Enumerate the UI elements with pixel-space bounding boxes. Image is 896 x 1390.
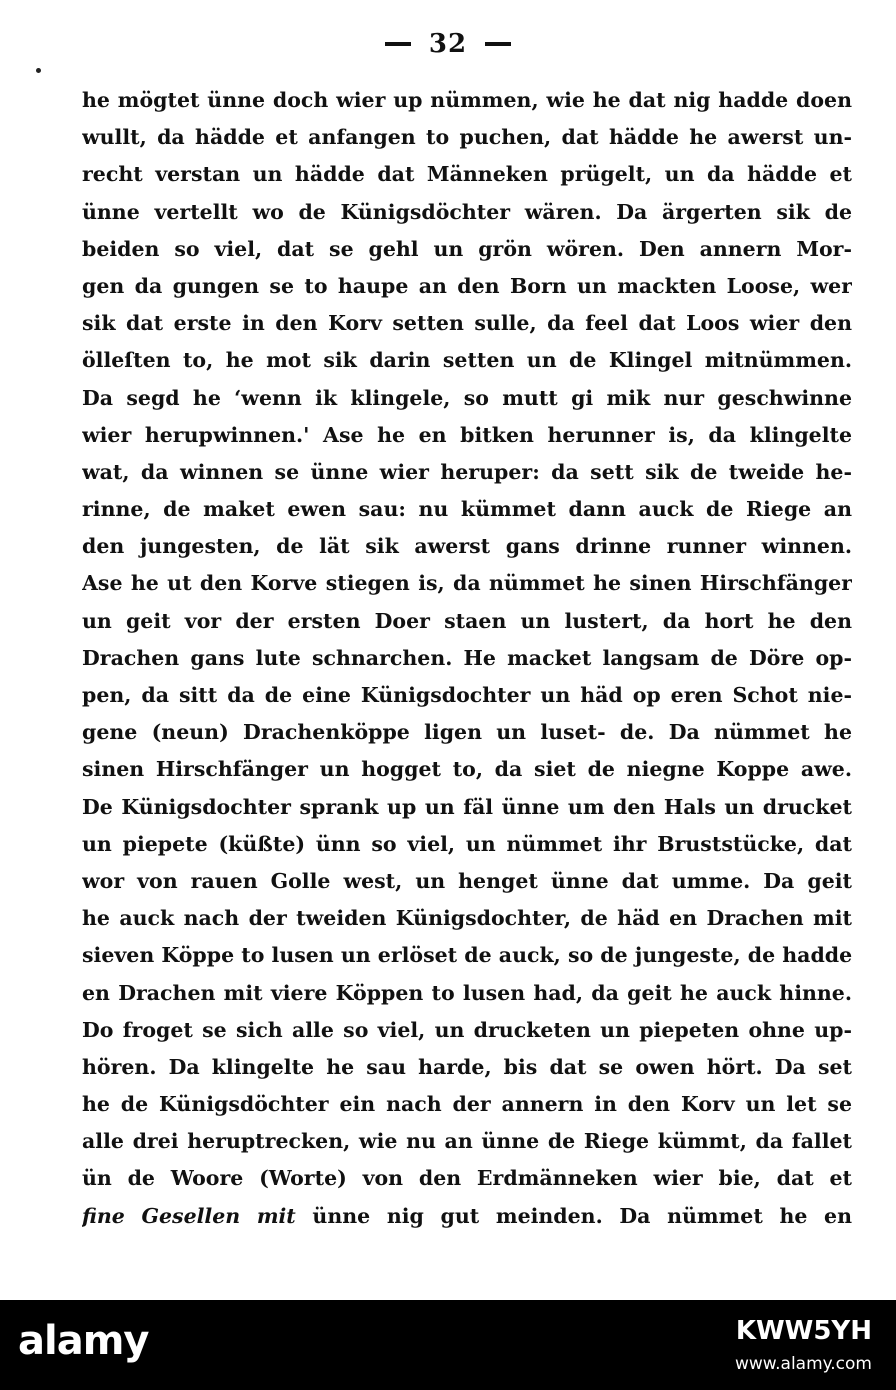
text-line: rinne, de maket ewen sau: nu kümmet dann auck de Riege an: [82, 497, 852, 522]
text-line: beiden so viel, dat se gehl un grön wören. Den annern Mor-: [82, 236, 852, 261]
text-line: ün de Woore (Worte) von den Erdmänneken wier bie, dat et: [82, 1166, 852, 1191]
text-line: De Künigsdochter sprank up un fäl ünne um den Hals un drucket: [82, 794, 852, 819]
printed-text: ünne nig gut meinden. Da nümmet he en: [312, 1203, 852, 1228]
text-line: ünne vertellt wo de Künigsdöchter wären. Da ärgerten sik de: [82, 199, 852, 224]
text-line: wat, da winnen se ünne wier heruper: da sett sik de tweide he-: [82, 459, 852, 484]
text-line: wullt, da hädde et anfangen to puchen, dat hädde he awerst un-: [82, 125, 852, 150]
text-line-last: [82, 1198, 852, 1235]
text-line: un geit vor der ersten Doer staen un lustert, da hort he den: [82, 608, 852, 633]
text-line: Drachen gans lute schnarchen. He macket langsam de Döre op-: [82, 645, 852, 670]
header-dash-left: [385, 42, 411, 46]
page-number: 32: [428, 29, 468, 59]
text-line: un piepete (küßte) ünn so viel, un nümmet ihr Bruststücke, dat: [82, 831, 852, 856]
text-line: alle drei heruptrecken, wie nu an ünne de Riege kümmt, da fallet: [82, 1129, 852, 1154]
text-line: hören. Da klingelte he sau harde, bis dat se owen hört. Da set: [82, 1054, 852, 1079]
text-line: ölleſten to, he mot sik darin setten un de Klingel mitnümmen.: [82, 348, 852, 373]
text-line: den jungesten, de lät sik awerst gans drinne runner winnen.: [82, 534, 852, 559]
alamy-logo: alamy: [18, 1318, 149, 1364]
text-line: gene (neun) Drachenköppe ligen un luset- de. Da nümmet he: [82, 720, 852, 745]
header-dash-right: [485, 42, 511, 46]
text-line: en Drachen mit viere Köppen to lusen had, da geit he auck hinne.: [82, 980, 852, 1005]
text-line: Ase he ut den Korve stiegen is, da nümmet he sinen Hirschfänger: [82, 571, 852, 596]
text-line: wor von rauen Golle west, un henget ünne dat umme. Da geit: [82, 868, 852, 893]
text-line: recht verstan un hädde dat Männeken prügelt, un da hädde et: [82, 162, 852, 187]
handwritten-correction: fine Gesellen mit: [82, 1203, 296, 1228]
text-line: he auck nach der tweiden Künigsdochter, de häd en Drachen mit: [82, 906, 852, 931]
page-header: [0, 28, 896, 59]
image-code: KWW5YH: [735, 1316, 872, 1346]
ink-spot: [36, 68, 41, 73]
text-line: gen da gungen se to haupe an den Born un mackten Loose, wer: [82, 273, 852, 298]
text-line: Da segd he ʻwenn ik klingele, so mutt gi mik nur geschwinne: [82, 385, 852, 410]
body-text: [82, 82, 852, 1235]
text-line: he mögtet ünne doch wier up nümmen, wie he dat nig hadde doen: [82, 88, 852, 112]
text-line: sinen Hirschfänger un hogget to, da siet de niegne Koppe awe.: [82, 757, 852, 782]
text-line: sik dat erste in den Korv setten sulle, da feel dat Loos wier den: [82, 311, 852, 336]
watermark-band: [0, 1300, 896, 1390]
text-line: sieven Köppe to lusen un erlöset de auck, so de jungeste, de hadde: [82, 943, 852, 968]
text-line: wier herupwinnen.' Ase he en bitken herunner is, da klingelte: [82, 422, 852, 447]
text-line: Do froget se sich alle so viel, un drucketen un piepeten ohne up-: [82, 1017, 852, 1042]
watermark-url: www.alamy.com: [734, 1354, 872, 1374]
text-line: pen, da sitt da de eine Künigsdochter un häd op eren Schot nie-: [82, 683, 852, 707]
text-line: he de Künigsdöchter ein nach der annern in den Korv un let se: [82, 1092, 852, 1117]
